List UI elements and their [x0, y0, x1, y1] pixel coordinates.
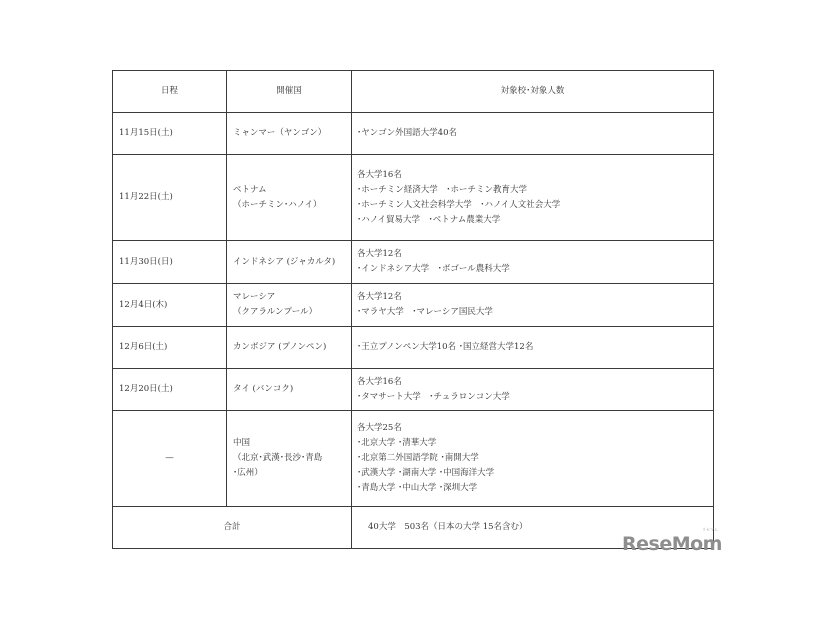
table-row — [113, 284, 714, 327]
date-cell: 11月15日(土) — [113, 113, 227, 155]
target-cell — [352, 369, 714, 411]
country-line: 中国 — [233, 438, 251, 448]
country-line: ･広州） — [233, 468, 263, 478]
date-cell: 11月22日(土) — [113, 155, 227, 241]
target-line: ･ヤンゴン外国語大学40名 — [357, 128, 457, 138]
header-country: 開催国 — [227, 71, 352, 113]
target-cell — [352, 327, 714, 369]
resemom-logo: ReseMom — [622, 533, 722, 555]
target-line: ･武漢大学 ･湖南大学 ･中国海洋大学 — [357, 468, 495, 478]
target-cell — [352, 411, 714, 507]
target-line: ･ハノイ貿易大学 ･ベトナム農業大学 — [357, 214, 501, 225]
country-line: インドネシア (ジャカルタ) — [233, 256, 336, 267]
total-value: 40大学 503名（日本の大学 15名含む） — [352, 507, 714, 549]
header-date: 日程 — [113, 71, 227, 113]
date-cell: 12月6日(土) — [113, 327, 227, 369]
country-line: タイ (バンコク) — [233, 384, 294, 394]
country-line: （クアラルンプール） — [233, 307, 318, 317]
target-line: ･北京第二外国語学院 ･南開大学 — [357, 453, 479, 463]
table-row — [113, 369, 714, 411]
date-cell: 12月4日(木) — [113, 284, 227, 327]
target-line: ･ホーチミン経済大学 ･ホーチミン教育大学 — [357, 184, 528, 195]
total-label: 合計 — [113, 507, 352, 549]
date-cell: 11月30日(日) — [113, 241, 227, 284]
target-line: 各大学12名 — [357, 249, 402, 259]
date-cell: — — [113, 411, 227, 507]
target-line: ･タマサート大学 ･チュラロンコン大学 — [357, 391, 510, 402]
country-line: マレーシア — [233, 292, 276, 302]
target-line: ･インドネシア大学 ･ボゴール農科大学 — [357, 264, 510, 274]
country-cell — [227, 113, 352, 155]
country-cell — [227, 327, 352, 369]
table-header-row — [113, 71, 714, 113]
target-cell — [352, 241, 714, 284]
target-line: 各大学16名 — [357, 169, 402, 180]
table-row — [113, 241, 714, 284]
target-line: ･マラヤ大学 ･マレーシア国民大学 — [357, 307, 493, 317]
country-line: （北京･武漢･長沙･青島 — [233, 453, 323, 463]
country-cell — [227, 369, 352, 411]
schedule-table — [112, 70, 714, 549]
table-row — [113, 155, 714, 241]
target-line: 各大学16名 — [357, 376, 402, 387]
country-cell — [227, 411, 352, 507]
target-cell — [352, 284, 714, 327]
header-target: 対象校･対象人数 — [352, 71, 714, 113]
country-cell — [227, 241, 352, 284]
target-line: ･青島大学 ･中山大学 ･深圳大学 — [357, 483, 478, 493]
target-line: ･王立プノンペン大学10名 ･国立経営大学12名 — [357, 342, 534, 352]
target-line: ･北京大学 ･清華大学 — [357, 438, 437, 448]
country-cell — [227, 284, 352, 327]
country-cell — [227, 155, 352, 241]
country-line: ベトナム — [233, 184, 267, 195]
table-row — [113, 327, 714, 369]
date-cell: 12月20日(土) — [113, 369, 227, 411]
target-line: ･ホーチミン人文社会科学大学 ･ハノイ人文社会大学 — [357, 199, 561, 210]
country-line: ミャンマー（ヤンゴン） — [233, 128, 327, 138]
table-row — [113, 113, 714, 155]
watermark-ruby: リセマム — [702, 527, 718, 532]
country-line: （ホーチミン･ハノイ） — [233, 199, 322, 210]
target-line: 各大学25名 — [357, 423, 402, 433]
country-line: カンボジア (プノンペン) — [233, 342, 327, 352]
table-row — [113, 411, 714, 507]
target-cell — [352, 155, 714, 241]
target-line: 各大学12名 — [357, 292, 402, 302]
target-cell — [352, 113, 714, 155]
